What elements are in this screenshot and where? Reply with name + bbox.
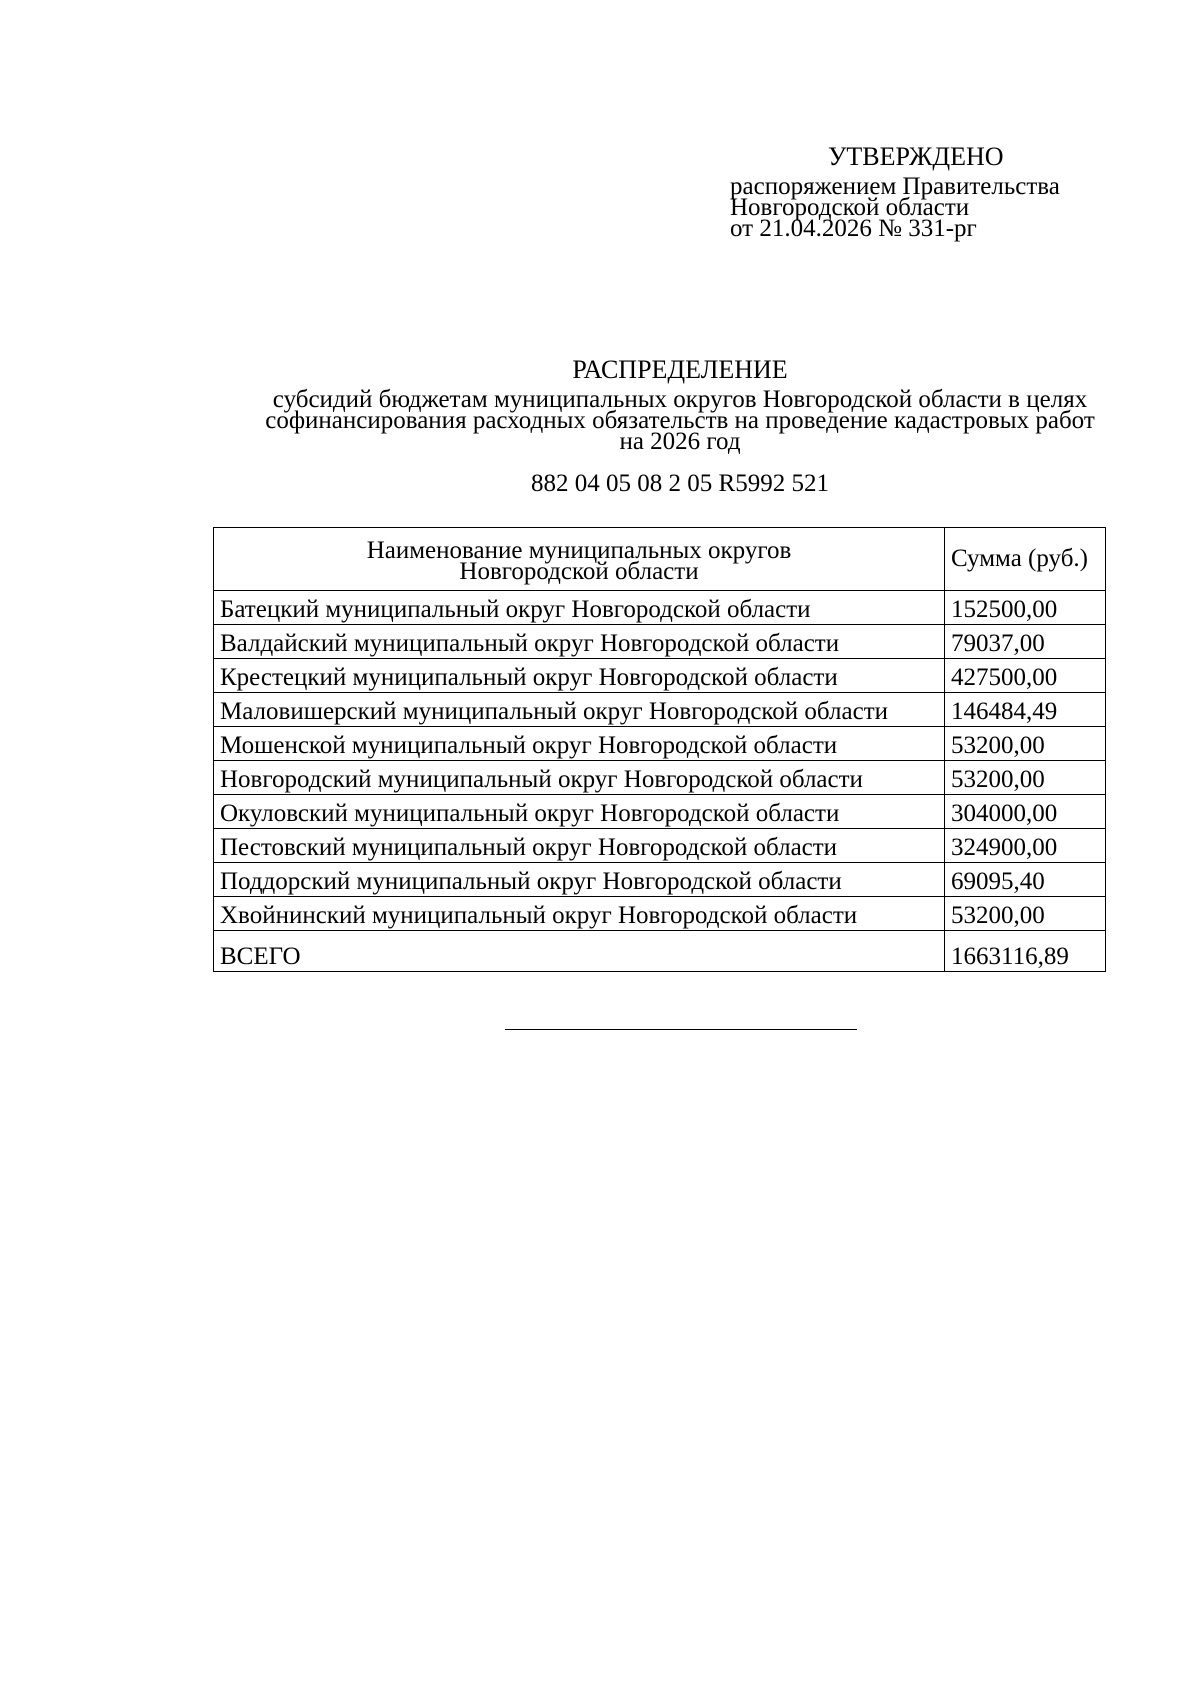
district-sum: 53200,00 xyxy=(945,727,1106,761)
approval-line-3: от 21.04.2026 № 331-рг xyxy=(730,215,977,242)
district-name: Крестецкий муниципальный округ Новгородской области xyxy=(214,659,945,693)
table-row xyxy=(214,727,1106,761)
district-name: Поддорский муниципальный округ Новгородской области xyxy=(214,863,945,897)
table-row xyxy=(214,659,1106,693)
subtitle-line-1: субсидий бюджетам муниципальных округов Новгородской области в целях xyxy=(272,386,1088,413)
header-name-cell xyxy=(214,528,945,591)
document-title: РАСПРЕДЕЛЕНИЕ xyxy=(572,355,788,384)
header-name-line-1: Наименование муниципальных округов xyxy=(366,537,792,564)
district-sum: 53200,00 xyxy=(945,897,1106,931)
total-sum: 1663116,89 xyxy=(945,931,1106,972)
approval-line-2: Новгородской области xyxy=(730,194,970,221)
district-name: Новгородский муниципальный округ Новгородской области xyxy=(214,761,945,795)
district-name: Пестовский муниципальный округ Новгородской области xyxy=(214,829,945,863)
subtitle-line-2: софинансирования расходных обязательств на проведение кадастровых работ xyxy=(265,407,1095,434)
table-row xyxy=(214,591,1106,625)
total-row xyxy=(214,931,1106,972)
approval-heading: УТВЕРЖДЕНО xyxy=(828,142,1004,171)
table-row xyxy=(214,625,1106,659)
header-name-line-2: Новгородской области xyxy=(459,558,699,585)
approval-line-1: распоряжением Правительства xyxy=(730,173,1060,200)
district-sum: 79037,00 xyxy=(945,625,1106,659)
district-sum: 304000,00 xyxy=(945,795,1106,829)
district-name: Валдайский муниципальный округ Новгородской области xyxy=(214,625,945,659)
district-sum: 146484,49 xyxy=(945,693,1106,727)
district-name: Батецкий муниципальный округ Новгородской области xyxy=(214,591,945,625)
district-sum: 427500,00 xyxy=(945,659,1106,693)
approval-stamp xyxy=(730,142,1150,242)
total-label: ВСЕГО xyxy=(214,931,945,972)
district-name: Хвойнинский муниципальный округ Новгородской области xyxy=(214,897,945,931)
document-subtitle xyxy=(200,386,1160,455)
table-row xyxy=(214,761,1106,795)
table-row xyxy=(214,693,1106,727)
header-sum-cell: Сумма (руб.) xyxy=(945,528,1106,591)
subtitle-line-3: на 2026 год xyxy=(619,428,741,455)
district-sum: 152500,00 xyxy=(945,591,1106,625)
distribution-table xyxy=(213,527,1106,972)
table-row xyxy=(214,829,1106,863)
district-name: Окуловский муниципальный округ Новгородской области xyxy=(214,795,945,829)
district-sum: 69095,40 xyxy=(945,863,1106,897)
district-name: Маловишерский муниципальный округ Новгородской области xyxy=(214,693,945,727)
district-sum: 53200,00 xyxy=(945,761,1106,795)
table-row xyxy=(214,863,1106,897)
district-sum: 324900,00 xyxy=(945,829,1106,863)
end-separator-line xyxy=(505,1029,857,1030)
district-name: Мошенской муниципальный округ Новгородской области xyxy=(214,727,945,761)
table-row xyxy=(214,897,1106,931)
budget-code: 882 04 05 08 2 05 R5992 521 xyxy=(531,470,829,497)
document-title-block xyxy=(200,355,1160,498)
table-header-row xyxy=(214,528,1106,591)
table-row xyxy=(214,795,1106,829)
